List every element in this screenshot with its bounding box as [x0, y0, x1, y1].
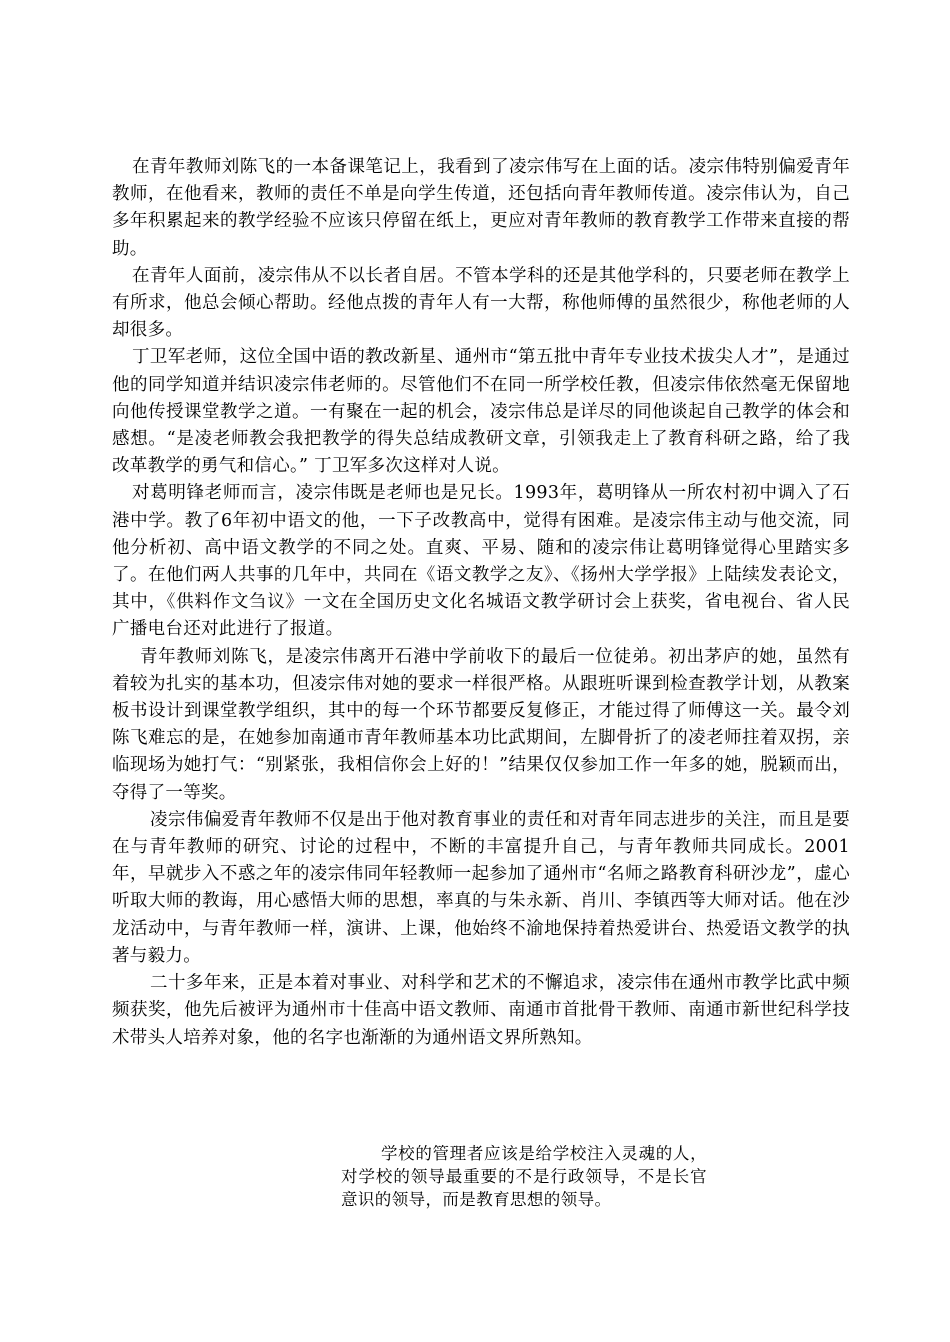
pull-quote: 学校的管理者应该是给学校注入灵魂的人，对学校的领导最重要的不是行政领导，不是长官意识的领导，而是教育思想的领导。	[341, 1144, 707, 1209]
article-body	[112, 154, 850, 1052]
paragraph-2: 在青年人面前，凌宗伟从不以长者自居。不管本学科的还是其他学科的，只要老师在教学上有所求，他总会倾心帮助。经他点拨的青年人有一大帮，称他师傅的虽然很少，称他老师的人却很多。	[112, 265, 850, 341]
paragraph-6: 凌宗伟偏爱青年教师不仅是出于他对教育事业的责任和对青年同志进步的关注，而且是要在与青年教师的研究、讨论的过程中，不断的丰富提升自己，与青年教师共同成长。2001年，早就步入不惑之年的凌宗伟同年轻教师一起参加了通州市“名师之路教育科研沙龙”，虚心听取大师的教诲，用心感悟大师的思想，率真的与朱永新、肖川、李镇西等大师对话。他在沙龙活动中，与青年教师一样，演讲、上课，他始终不渝地保持着热爱讲台、热爱语文教学的执著与毅力。	[112, 809, 850, 966]
paragraph-4: 对葛明锋老师而言，凌宗伟既是老师也是兄长。1993年，葛明锋从一所农村初中调入了石港中学。教了6年初中语文的他，一下子改教高中，觉得有困难。是凌宗伟主动与他交流，同他分析初、高中语文教学的不同之处。直爽、平易、随和的凌宗伟让葛明锋觉得心里踏实多了。在他们两人共事的几年中，共同在《语文教学之友》、《扬州大学学报》上陆续发表论文，其中，《供料作文刍议》一文在全国历史文化名城语文教学研讨会上获奖，省电视台、省人民广播电台还对此进行了报道。	[112, 483, 850, 640]
paragraph-1: 在青年教师刘陈飞的一本备课笔记上，我看到了凌宗伟写在上面的话。凌宗伟特别偏爱青年教师，在他看来，教师的责任不单是向学生传道，还包括向青年教师传道。凌宗伟认为，自己多年积累起来的教学经验不应该只停留在纸上，更应对青年教师的教育教学工作带来直接的帮助。	[112, 157, 850, 259]
paragraph-7: 二十多年来，正是本着对事业、对科学和艺术的不懈追求，凌宗伟在通州市教学比武中频频获奖，他先后被评为通州市十佳高中语文教师、南通市首批骨干教师、南通市新世纪科学技术带头人培养对象，他的名字也渐渐的为通州语文界所熟知。	[112, 973, 850, 1048]
paragraph-3: 丁卫军老师，这位全国中语的教改新星、通州市“第五批中青年专业技术拔尖人才”，是通过他的同学知道并结识凌宗伟老师的。尽管他们不在同一所学校任教，但凌宗伟依然毫无保留地向他传授课堂教学之道。一有聚在一起的机会，凌宗伟总是详尽的同他谈起自己教学的体会和感想。“是凌老师教会我把教学的得失总结成教研文章，引领我走上了教育科研之路，给了我改革教学的勇气和信心。” 丁卫军多次这样对人说。	[112, 347, 850, 477]
paragraph-5: 青年教师刘陈飞，是凌宗伟离开石港中学前收下的最后一位徒弟。初出茅庐的她，虽然有着较为扎实的基本功，但凌宗伟对她的要求一样很严格。从跟班听课到检查教学计划，从教案板书设计到课堂教学组织，其中的每一个环节都要反复修正，才能过得了师傅这一关。最令刘陈飞难忘的是，在她参加南通市青年教师基本功比武期间，左脚骨折了的凌老师拄着双拐，亲临现场为她打气：“别紧张，我相信你会上好的！”结果仅仅参加工作一年多的她，脱颖而出，夺得了一等奖。	[112, 646, 850, 803]
